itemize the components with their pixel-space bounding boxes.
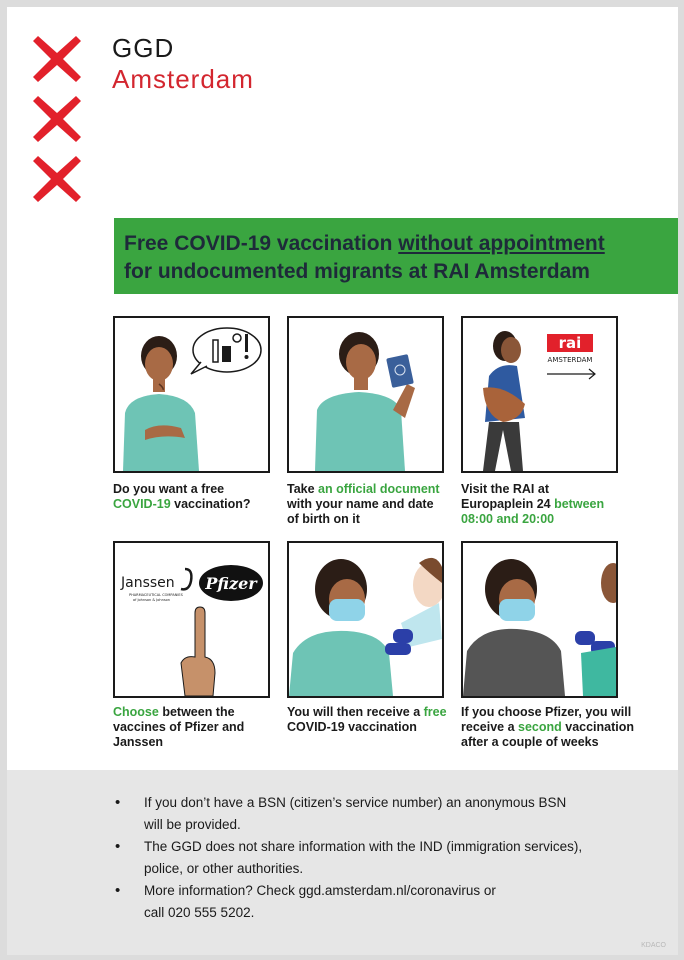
caption-step-6 xyxy=(461,705,661,750)
org-amsterdam: Amsterdam xyxy=(112,64,254,94)
cross-icon xyxy=(30,152,84,206)
caption-text: with your name and date xyxy=(287,497,434,511)
pfizer-logo-text: Pfizer xyxy=(205,574,257,593)
org-ggd: GGD xyxy=(112,33,175,63)
vaccination-illustration xyxy=(289,543,442,696)
woman-thinking-illustration xyxy=(115,318,268,471)
caption-text: vaccines of Pfizer and xyxy=(113,720,245,734)
list-item-text: call 020 555 5202. xyxy=(144,904,255,920)
caption-text: Take xyxy=(287,482,319,496)
caption-highlight: second xyxy=(518,720,562,734)
caption-highlight: COVID-19 xyxy=(113,497,171,511)
list-item-text: police, or other authorities. xyxy=(144,860,304,876)
panel-choose-vaccine xyxy=(113,541,270,698)
panel-visit-rai xyxy=(461,316,618,473)
info-footer xyxy=(7,770,678,955)
headline-text: Free COVID-19 vaccination xyxy=(124,232,399,255)
headline-banner xyxy=(114,218,678,294)
panel-question xyxy=(113,316,270,473)
caption-step-4 xyxy=(113,705,288,750)
amsterdam-crosses xyxy=(30,32,90,212)
caption-step-1 xyxy=(113,482,288,512)
caption-highlight: Choose xyxy=(113,705,159,719)
vaccine-choice-illustration xyxy=(115,543,268,696)
caption-highlight: an official document xyxy=(318,482,440,496)
cross-icon xyxy=(30,32,84,86)
panel-receive-vaccination xyxy=(287,541,444,698)
caption-text: Visit the RAI at xyxy=(461,482,549,496)
headline-underlined: without appointment xyxy=(398,232,605,255)
caption-text: Europaplein 24 xyxy=(461,497,555,511)
list-item-text: • The GGD does not share information with the IND (immigration services), xyxy=(144,839,583,854)
caption-step-3 xyxy=(461,482,636,527)
caption-step-5 xyxy=(287,705,462,735)
caption-text: You will then receive a xyxy=(287,705,424,719)
cross-icon xyxy=(30,92,84,146)
janssen-sub-1: PHARMACEUTICAL COMPANIES xyxy=(129,593,183,597)
list-item-text: • More information? Check ggd.amsterdam.nl/coronavirus or xyxy=(144,883,496,898)
list-item-text: • If you don’t have a BSN (citizen’s service number) an anonymous BSN xyxy=(144,795,567,810)
second-vaccination-illustration xyxy=(463,543,616,696)
woman-walking-illustration xyxy=(463,318,616,471)
list-item xyxy=(115,792,655,835)
watermark: KDACO xyxy=(641,942,666,949)
headline-line-2: for undocumented migrants at RAI Amsterdam xyxy=(124,260,590,283)
caption-text: receive a xyxy=(461,720,518,734)
caption-text: vaccination? xyxy=(170,497,251,511)
list-item xyxy=(115,836,655,879)
caption-text: Do you want a free xyxy=(113,482,225,496)
list-item xyxy=(115,880,655,923)
caption-step-2 xyxy=(287,482,462,527)
panel-second-vaccination xyxy=(461,541,618,698)
janssen-mark-icon xyxy=(181,569,191,589)
rai-logo-text: rai xyxy=(558,334,582,352)
caption-highlight: 08:00 and 20:00 xyxy=(461,512,555,526)
janssen-logo-text: Janssen xyxy=(121,575,175,591)
caption-highlight: between xyxy=(554,497,605,511)
woman-passport-illustration xyxy=(289,318,442,471)
caption-text: Janssen xyxy=(113,735,164,749)
org-name xyxy=(112,33,254,95)
caption-text: of birth on it xyxy=(287,512,360,526)
janssen-sub-2: of Johnson & Johnson xyxy=(133,598,171,602)
panel-document xyxy=(287,316,444,473)
caption-highlight: free xyxy=(423,705,447,719)
caption-text: vaccination xyxy=(561,720,635,734)
rai-city-text: AMSTERDAM xyxy=(547,356,593,364)
info-list xyxy=(115,792,655,924)
caption-text: between the xyxy=(158,705,235,719)
caption-text: after a couple of weeks xyxy=(461,735,599,749)
headline-line-1 xyxy=(124,230,668,258)
list-item-text: will be provided. xyxy=(144,816,241,832)
pointing-hand-icon xyxy=(181,607,215,696)
caption-text: If you choose Pfizer, you will xyxy=(461,705,632,719)
caption-text: COVID-19 vaccination xyxy=(287,720,417,734)
